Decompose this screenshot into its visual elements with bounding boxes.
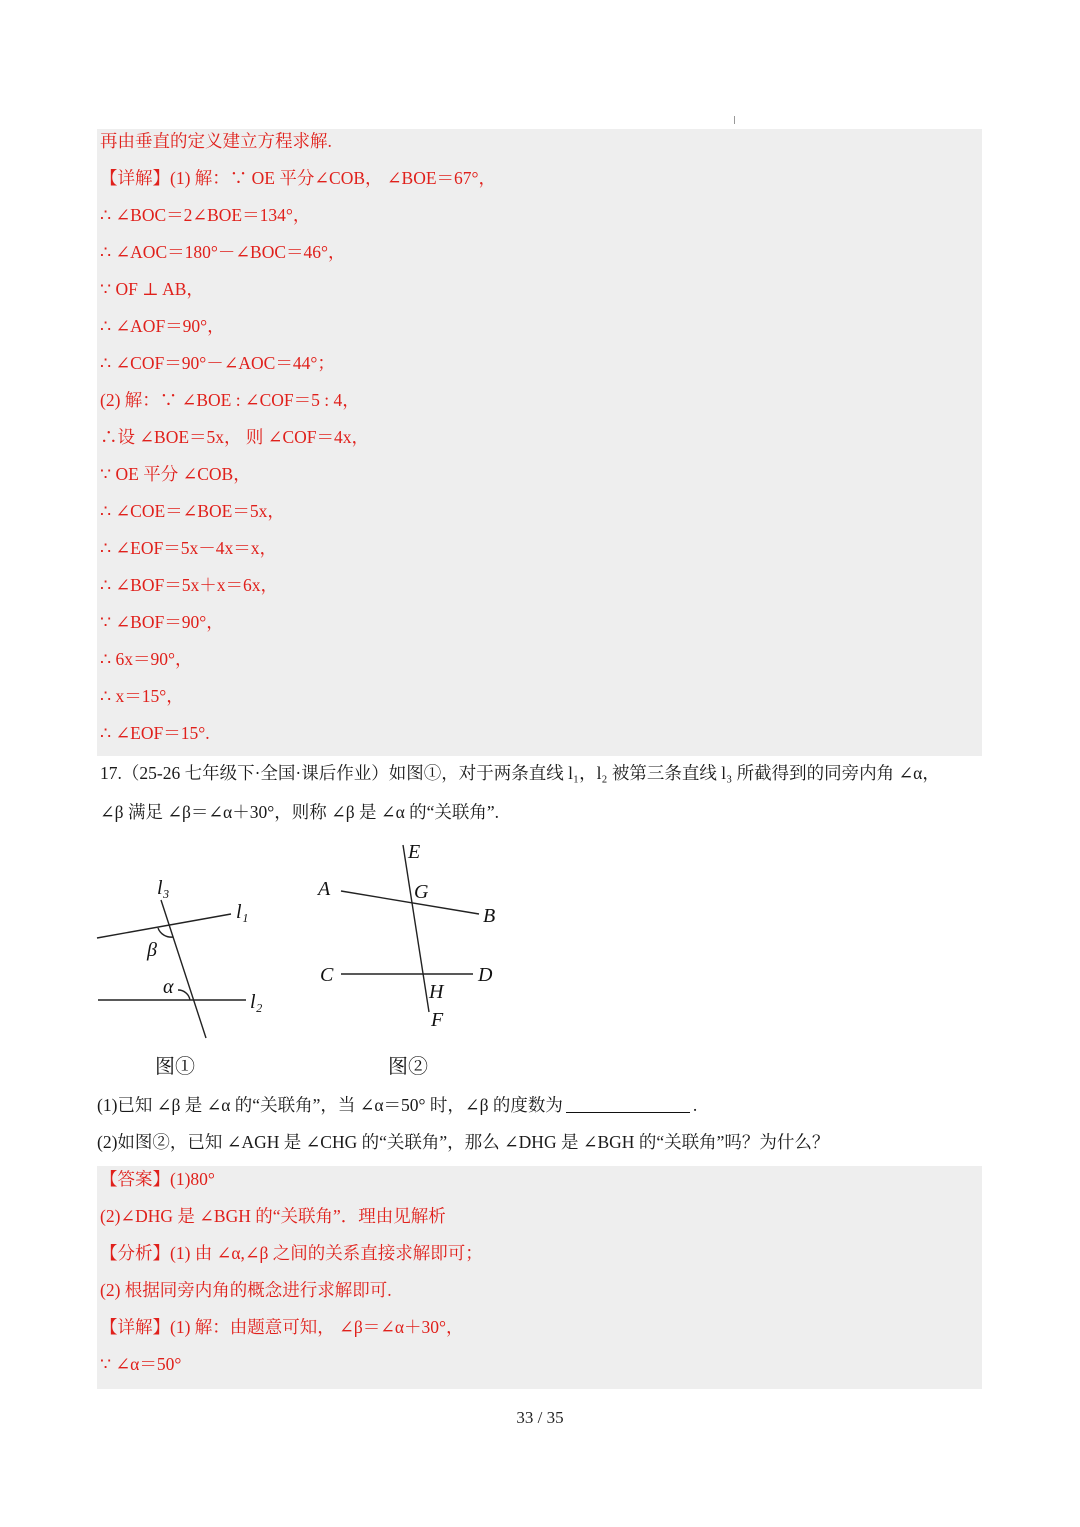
- label-l2: l₂: [250, 991, 263, 1013]
- label-B: B: [483, 905, 496, 927]
- solution-line: 【答案】(1)80°: [100, 1169, 215, 1189]
- solution-line: ∴ ∠COF＝90°－∠AOC＝44°；: [100, 353, 335, 373]
- solution-line: ∵ OF ⊥ AB，: [100, 279, 204, 299]
- part-1-text: (1)已知 ∠β 是 ∠α 的“关联角”，当 ∠α＝50° 时，∠β 的度数为: [97, 1095, 563, 1115]
- solution-line: (2) 根据同旁内角的概念进行求解即可.: [100, 1280, 392, 1300]
- solution-line: (2)∠DHG 是 ∠BGH 的“关联角”．理由见解析: [100, 1206, 446, 1226]
- solution-line: ∵ ∠BOF＝90°，: [100, 612, 224, 632]
- question-line-2: ∠β 满足 ∠β＝∠α＋30°，则称 ∠β 是 ∠α 的“关联角”.: [100, 802, 500, 822]
- solution-line: ∴ ∠EOF＝15°.: [100, 723, 210, 743]
- label-E: E: [408, 841, 421, 863]
- solution-line: ∴ 6x＝90°，: [100, 649, 193, 669]
- part-1-end: .: [692, 1095, 698, 1115]
- solution-line: ∴ ∠BOC＝2∠BOE＝134°，: [100, 205, 311, 225]
- question-line-1: 17.（25-26 七年级下·全国·课后作业）如图①，对于两条直线 l₁，l₂ 被第三条直线 l₃ 所截得到的同旁内角 ∠α，: [100, 763, 940, 783]
- solution-line: ∴设 ∠BOE＝5x， 则 ∠COF＝4x，: [100, 427, 369, 447]
- solution-line: ∴ ∠EOF＝5x－4x＝x，: [100, 538, 277, 558]
- solution-line: ∴ ∠AOF＝90°，: [100, 316, 225, 336]
- header-tick: [734, 116, 735, 124]
- line-l3: [161, 900, 206, 1038]
- label-C: C: [320, 964, 334, 986]
- solution-line: ∴ ∠COE＝∠BOE＝5x，: [100, 501, 285, 521]
- label-D: D: [478, 964, 493, 986]
- solution-line: ∵ ∠α＝50°: [100, 1354, 182, 1374]
- figure-1: [97, 900, 246, 1038]
- answer-blank: [566, 1092, 690, 1113]
- figure-2-labels: [316, 841, 495, 1078]
- solution-line: ∵ OE 平分 ∠COB，: [100, 464, 251, 484]
- label-A: A: [318, 878, 331, 900]
- figure-1-caption: 图①: [155, 1056, 195, 1078]
- label-l1: l₁: [236, 901, 249, 923]
- figures: [0, 830, 600, 1090]
- solution-line: ∴ x＝15°，: [100, 686, 184, 706]
- line-ef: [403, 845, 429, 1012]
- solution-line: 【分析】(1) 由 ∠α,∠β 之间的关系直接求解即可；: [100, 1243, 483, 1263]
- page-number: 33 / 35: [516, 1408, 564, 1427]
- part-1: [97, 1090, 697, 1120]
- label-alpha: α: [163, 976, 174, 998]
- solution-line: 【详解】(1) 解：∵ OE 平分∠COB， ∠BOE＝67°，: [100, 168, 497, 188]
- label-F: F: [431, 1009, 444, 1031]
- figure-2-caption: 图②: [388, 1056, 428, 1078]
- label-beta: β: [147, 939, 157, 961]
- label-H: H: [429, 981, 444, 1003]
- label-G: G: [414, 881, 429, 903]
- part-2: (2)如图②，已知 ∠AGH 是 ∠CHG 的“关联角”，那么 ∠DHG 是 ∠BGH 的“关联角”吗？为什么？: [97, 1132, 830, 1152]
- label-l3: l₃: [157, 877, 170, 899]
- solution-line: ∴ ∠AOC＝180°－∠BOC＝46°，: [100, 242, 346, 262]
- arc-alpha: [178, 990, 190, 1000]
- solution-line: 【详解】(1) 解：由题意可知， ∠β＝∠α＋30°，: [100, 1317, 464, 1337]
- solution-line: 再由垂直的定义建立方程求解.: [100, 131, 332, 151]
- solution-line: (2) 解：∵ ∠BOE : ∠COF＝5 : 4，: [100, 390, 360, 410]
- figure-2: [341, 845, 479, 1012]
- solution-line: ∴ ∠BOF＝5x＋x＝6x，: [100, 575, 278, 595]
